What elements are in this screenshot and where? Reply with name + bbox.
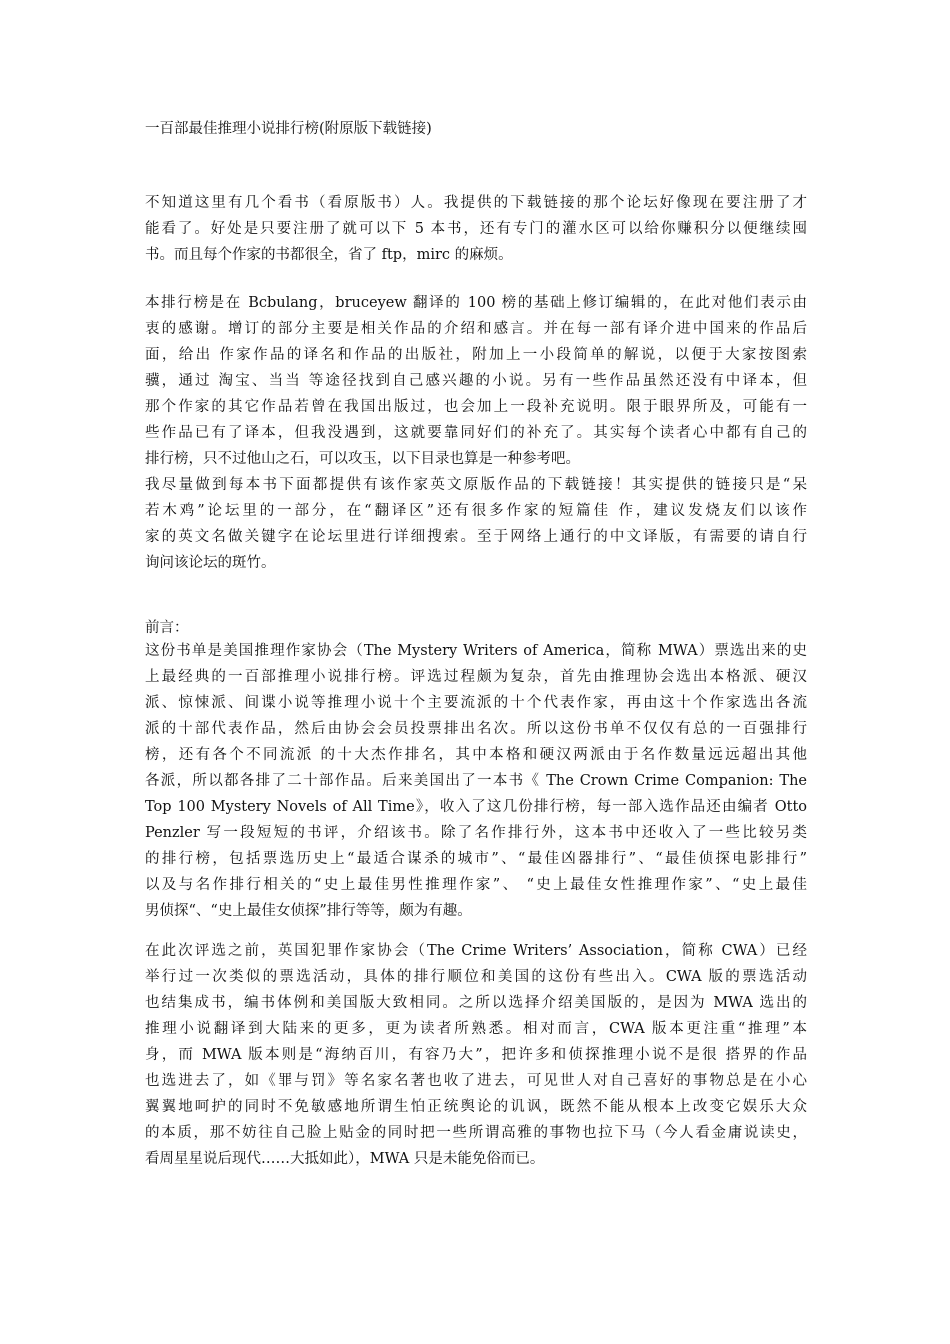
text-line: 的排行榜，包括票选历史上“最适合谋杀的城市”、“最佳凶器排行”、“最佳侦探电影排行”: [145, 851, 807, 867]
text-line: 派的十部代表作品，然后由协会会员投票排出名次。所以这份书单不仅仅有总的一百强排行: [145, 721, 807, 737]
text-line: 看周星星说后现代……大抵如此），MWA 只是未能免俗而已。: [145, 1151, 545, 1167]
text-line: 排行榜，只不过他山之石，可以攻玉，以下目录也算是一种参考吧。: [145, 451, 580, 467]
text-line: 面，给出 作家作品的译名和作品的出版社，附加上一小段简单的解说，以便于大家按图索: [145, 347, 807, 363]
text-line: 骥，通过 淘宝、当当 等途径找到自己感兴趣的小说。另有一些作品虽然还没有中译本，但: [145, 373, 807, 389]
text-line: 身，而 MWA 版本则是“海纳百川，有容乃大”，把许多和侦探推理小说不是很 搭界的作品: [145, 1047, 807, 1063]
ranking-description-paragraph: [145, 290, 807, 576]
text-line: 也选进去了，如《罪与罚》等名家名著也收了进去，可见世人对自己喜好的事物总是在小心: [145, 1073, 807, 1089]
preface-heading: 前言：: [145, 620, 189, 636]
text-line: 不知道这里有几个看书（看原版书）人。我提供的下载链接的那个论坛好像现在要注册了才: [145, 195, 807, 211]
text-line: 书。而且每个作家的书都很全，省了 ftp，mirc 的麻烦。: [145, 247, 513, 263]
text-line: 我尽量做到每本书下面都提供有该作家英文原版作品的下载链接！其实提供的链接只是“呆: [145, 477, 807, 493]
cwa-comparison-paragraph: [145, 938, 807, 1172]
text-line: 在此次评选之前，英国犯罪作家协会（The Crime Writers’ Association，简称 CWA）已经: [145, 943, 807, 959]
text-line: 些作品已有了译本，但我没遇到，这就要靠同好们的补充了。其实每个读者心中都有自己的: [145, 425, 807, 441]
text-line: 举行过一次类似的票选活动，具体的排行顺位和美国的这份有些出入。CWA 版的票选活动: [145, 969, 807, 985]
intro-paragraph: [145, 190, 807, 268]
text-line: 上最经典的一百部推理小说排行榜。评选过程颇为复杂，首先由推理协会选出本格派、硬汉: [145, 669, 807, 685]
text-line: 若木鸡”论坛里的一部分，在“翻译区”还有很多作家的短篇佳 作，建议发烧友们以该作: [145, 503, 807, 519]
text-line: 询问该论坛的斑竹。: [145, 555, 276, 571]
text-line: 男侦探“、“史上最佳女侦探”排行等等，颇为有趣。: [145, 903, 472, 919]
text-line: 派、惊悚派、间谍小说等推理小说十个主要流派的十个代表作家，再由这十个作家选出各流: [145, 695, 807, 711]
text-line: Penzler 写一段短短的书评，介绍该书。除了名作排行外，这本书中还收入了一些比较另类: [145, 825, 807, 841]
text-line: Top 100 Mystery Novels of All Time》，收入了这几份排行榜，每一部入选作品还由编者 Otto: [145, 799, 807, 815]
text-line: 衷的感谢。增订的部分主要是相关作品的介绍和感言。并在每一部有译介进中国来的作品后: [145, 321, 807, 337]
preface-paragraph: [145, 638, 807, 924]
text-line: 家的英文名做关键字在论坛里进行详细搜索。至于网络上通行的中文译版，有需要的请自行: [145, 529, 807, 545]
text-line: 榜，还有各个不同流派 的十大杰作排名，其中本格和硬汉两派由于名作数量远远超出其他: [145, 747, 807, 763]
text-line: 的本质，那不妨往自己脸上贴金的同时把一些所谓高雅的事物也拉下马（今人看金庸说读史，: [145, 1125, 807, 1141]
text-line: 各派，所以都各排了二十部作品。后来美国出了一本书《 The Crown Crime Companion: The: [145, 773, 807, 789]
text-line: 本排行榜是在 Bcbulang，bruceyew 翻译的 100 榜的基础上修订编辑的，在此对他们表示由: [145, 295, 807, 311]
text-line: 翼翼地呵护的同时不免敏感地所谓生怕正统舆论的讥讽，既然不能从根本上改变它娱乐大众: [145, 1099, 807, 1115]
text-line: 这份书单是美国推理作家协会（The Mystery Writers of America，简称 MWA）票选出来的史: [145, 643, 807, 659]
document-title: 一百部最佳推理小说排行榜(附原版下载链接): [145, 121, 432, 137]
text-line: 那个作家的其它作品若曾在我国出版过，也会加上一段补充说明。限于眼界所及，可能有一: [145, 399, 807, 415]
text-line: 也结集成书，编书体例和美国版大致相同。之所以选择介绍美国版的，是因为 MWA 选出的: [145, 995, 807, 1011]
text-line: 能看了。好处是只要注册了就可以下 5 本书，还有专门的灌水区可以给你赚积分以便继续囤: [145, 221, 807, 237]
text-line: 以及与名作排行相关的“史上最佳男性推理作家”、 “史上最佳女性推理作家”、“史上最佳: [145, 877, 807, 893]
text-line: 推理小说翻译到大陆来的更多，更为读者所熟悉。相对而言，CWA 版本更注重“推理”本: [145, 1021, 807, 1037]
